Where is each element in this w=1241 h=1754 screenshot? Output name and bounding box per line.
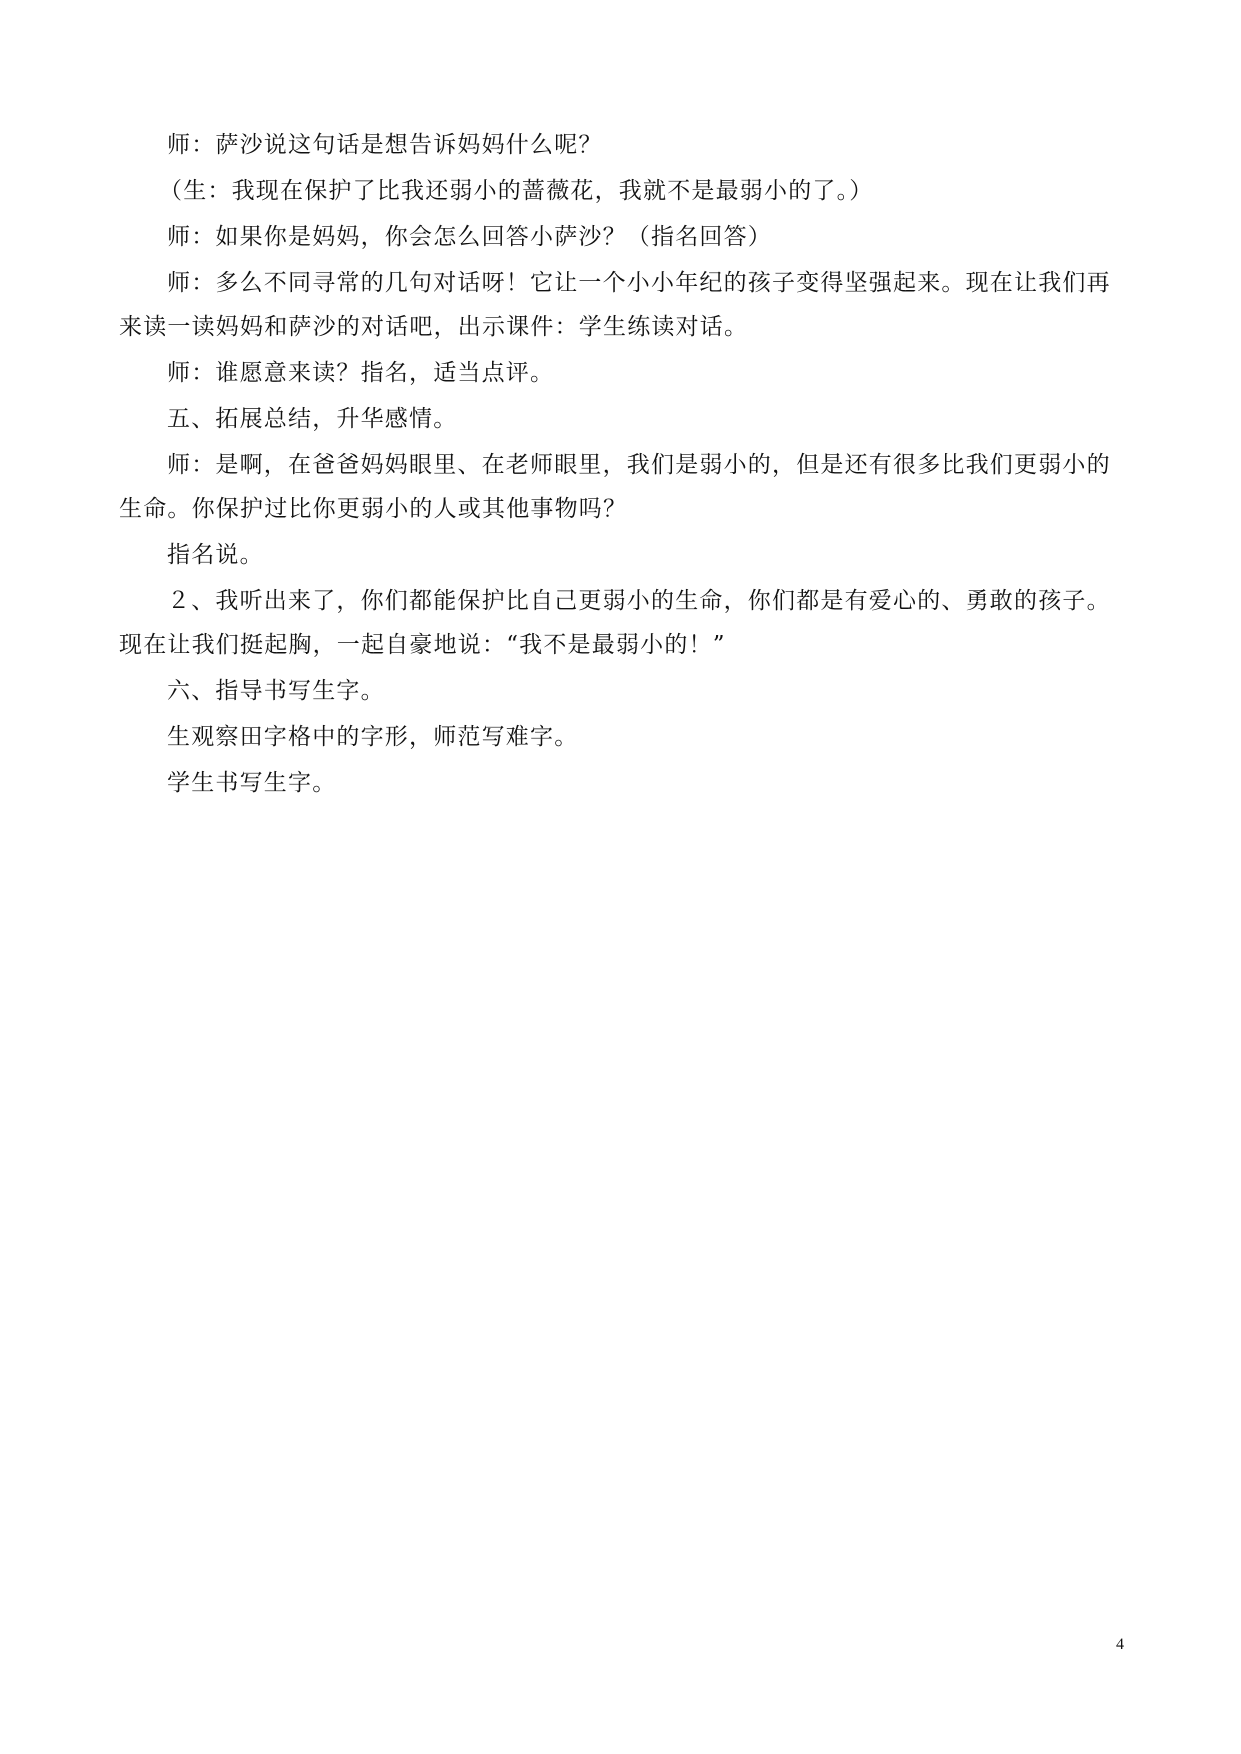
paragraph-9: ２、我听出来了，你们都能保护比自己更弱小的生命，你们都是有爱心的、勇敢的孩子。现在让我们挺起胸，一起自豪地说：“我不是最弱小的！” — [119, 588, 1111, 658]
paragraph-5: 师：谁愿意来读？指名，适当点评。 — [167, 360, 555, 386]
section-heading-6: 六、指导书写生字。 — [167, 678, 385, 704]
section-heading-5: 五、拓展总结，升华感情。 — [167, 406, 458, 432]
paragraph-4: 师：多么不同寻常的几句对话呀！它让一个小小年纪的孩子变得坚强起来。现在让我们再来读一读妈妈和萨沙的对话吧，出示课件：学生练读对话。 — [119, 270, 1111, 340]
page-number: 4 — [1116, 1636, 1124, 1653]
paragraph-2: （生：我现在保护了比我还弱小的蔷薇花，我就不是最弱小的了。） — [159, 178, 874, 204]
document-body — [119, 123, 1129, 807]
paragraph-7: 师：是啊，在爸爸妈妈眼里、在老师眼里，我们是弱小的，但是还有很多比我们更弱小的生命。你保护过比你更弱小的人或其他事物吗？ — [119, 452, 1111, 522]
paragraph-3: 师：如果你是妈妈，你会怎么回答小萨沙？（指名回答） — [167, 224, 772, 250]
paragraph-11: 生观察田字格中的字形，师范写难字。 — [167, 724, 579, 750]
paragraph-1: 师：萨沙说这句话是想告诉妈妈什么呢？ — [167, 132, 603, 158]
paragraph-12: 学生书写生字。 — [167, 770, 337, 796]
paragraph-8: 指名说。 — [167, 542, 264, 568]
